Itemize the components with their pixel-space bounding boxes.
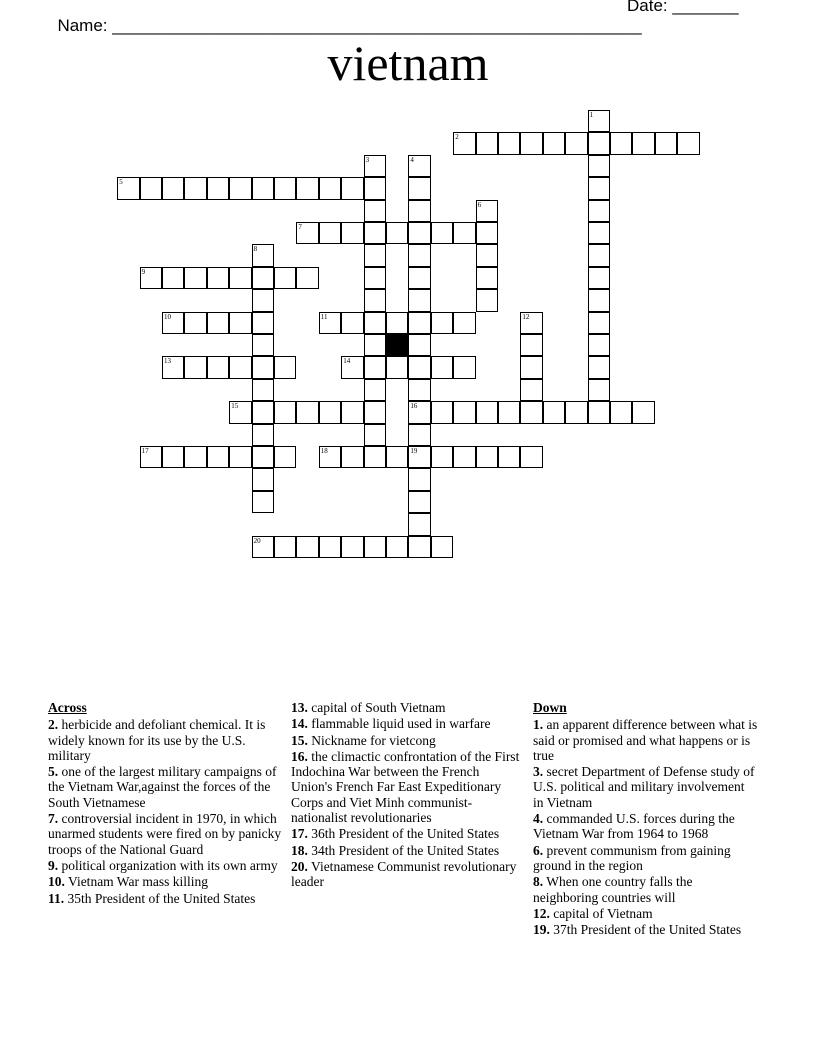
grid-cell[interactable] <box>408 267 430 289</box>
clue-number-label: 10 <box>164 312 171 321</box>
clue-text: prevent communism from gaining ground in the region <box>533 842 731 873</box>
across-clue <box>48 891 283 906</box>
clue-text: Vietnamese Communist revolutionary leader <box>291 858 517 890</box>
grid-cell[interactable] <box>476 132 498 154</box>
grid-cell[interactable] <box>543 401 565 423</box>
grid-cell[interactable] <box>588 401 610 423</box>
clue-number-label: 7 <box>298 223 302 231</box>
down-clue <box>533 922 758 937</box>
grid-cell[interactable] <box>319 222 341 244</box>
date-field[interactable]: Date: _______ <box>627 0 739 15</box>
grid-cell[interactable] <box>588 267 610 289</box>
clue-number: 20. <box>291 858 308 874</box>
grid-cell[interactable] <box>677 132 699 154</box>
grid-cell[interactable] <box>140 177 162 199</box>
grid-cell[interactable] <box>296 177 318 199</box>
clue-number: 19. <box>533 922 550 938</box>
clue-number-label: 17 <box>141 447 149 455</box>
grid-cell[interactable] <box>588 244 610 266</box>
clue-number: 5. <box>48 764 59 780</box>
across-clue <box>291 843 523 858</box>
grid-cell[interactable] <box>453 222 475 244</box>
grid-cell[interactable] <box>274 536 296 558</box>
grid-cell[interactable] <box>498 401 520 423</box>
clue-number: 18. <box>291 842 308 858</box>
grid-cell[interactable] <box>588 312 610 334</box>
clue-number-label: 11 <box>320 312 328 321</box>
grid-cell[interactable] <box>364 155 386 177</box>
clue-number-label: 5 <box>119 178 123 187</box>
grid-cell[interactable] <box>207 356 229 378</box>
grid-cell[interactable] <box>364 222 386 244</box>
grid-cell[interactable] <box>431 401 453 423</box>
clues-column-1 <box>48 700 283 907</box>
clue-number: 4. <box>533 811 544 827</box>
clue-text: 35th President of the United States <box>64 890 256 906</box>
clue-text: an apparent difference between what is said or promised and what happens or is true <box>533 717 758 763</box>
grid-cell[interactable] <box>229 401 251 423</box>
across-clue <box>291 700 523 715</box>
grid-cell[interactable] <box>655 132 677 154</box>
clue-text: capital of South Vietnam <box>307 700 446 715</box>
down-clue <box>533 906 758 921</box>
grid-cell[interactable] <box>588 289 610 311</box>
clue-number: 14. <box>291 716 308 732</box>
grid-cell[interactable] <box>207 446 229 468</box>
clue-text: commanded U.S. forces during the Vietnam War from 1964 to 1968 <box>533 811 735 842</box>
grid-cell[interactable] <box>610 401 632 423</box>
grid-cell[interactable] <box>162 356 184 378</box>
grid-cell[interactable] <box>588 132 610 154</box>
clue-number-label: 1 <box>589 111 594 119</box>
across-clue <box>48 811 283 857</box>
grid-cell[interactable] <box>408 536 430 558</box>
grid-cell[interactable] <box>453 401 475 423</box>
grid-cell[interactable] <box>588 200 610 222</box>
down-clue <box>533 874 758 905</box>
clues-column-3 <box>533 700 758 938</box>
clue-text: secret Department of Defense study of U.S. political and military involvement in Vietnam <box>533 764 755 810</box>
grid-cell[interactable] <box>341 401 363 423</box>
grid-cell[interactable] <box>476 401 498 423</box>
grid-cell[interactable] <box>610 132 632 154</box>
down-clue <box>533 764 758 810</box>
clue-text: the climactic confrontation of the First Indochina War between the French Union's French Far East Expeditionary Corps and Viet Minh communist-nationalist revolutionaries <box>291 748 520 826</box>
grid-cell[interactable] <box>520 356 542 378</box>
grid-cell[interactable] <box>184 446 206 468</box>
clue-number-label: 4 <box>410 155 414 164</box>
grid-cell[interactable] <box>431 356 453 378</box>
grid-cell[interactable] <box>498 446 520 468</box>
grid-cell[interactable] <box>252 289 274 311</box>
grid-cell[interactable] <box>252 446 274 468</box>
name-field[interactable]: Name: ________________________________________________________ <box>57 16 642 35</box>
grid-cell[interactable] <box>386 312 408 334</box>
grid-cell[interactable] <box>364 200 386 222</box>
clue-number: 17. <box>291 826 308 842</box>
grid-cell[interactable] <box>408 468 430 490</box>
grid-cell[interactable] <box>408 222 430 244</box>
grid-cell[interactable] <box>588 334 610 356</box>
clue-text: Vietnam War mass killing <box>64 874 208 890</box>
grid-cell[interactable] <box>408 155 430 177</box>
grid-cell[interactable] <box>408 446 430 468</box>
clue-number-label: 18 <box>320 447 328 455</box>
clue-text: controversial incident in 1970, in which unarmed students were fired on by panicky troops of the National Guard <box>48 811 282 857</box>
clue-text: political organization with its own army <box>58 857 278 873</box>
grid-cell[interactable] <box>319 536 341 558</box>
grid-cell[interactable] <box>476 267 498 289</box>
grid-cell[interactable] <box>408 379 430 401</box>
grid-cell[interactable] <box>252 468 274 490</box>
grid-cell[interactable] <box>565 132 587 154</box>
black-square <box>386 334 408 356</box>
grid-cell[interactable] <box>296 536 318 558</box>
down-heading: Down <box>533 700 567 715</box>
grid-cell[interactable] <box>588 222 610 244</box>
grid-cell[interactable] <box>341 356 363 378</box>
grid-cell[interactable] <box>364 334 386 356</box>
grid-cell[interactable] <box>408 424 430 446</box>
clue-text: Nickname for vietcong <box>307 732 436 748</box>
grid-cell[interactable] <box>184 177 206 199</box>
clue-number-label: 14 <box>343 357 351 366</box>
grid-cell[interactable] <box>408 289 430 311</box>
grid-cell[interactable] <box>632 401 654 423</box>
across-clue <box>48 717 283 763</box>
grid-cell[interactable] <box>341 446 363 468</box>
grid-cell[interactable] <box>319 177 341 199</box>
clue-number: 15. <box>291 732 308 748</box>
grid-cell[interactable] <box>252 312 274 334</box>
grid-cell[interactable] <box>565 401 587 423</box>
grid-cell[interactable] <box>207 177 229 199</box>
clue-number-label: 20 <box>253 536 261 545</box>
across-clue <box>48 874 283 889</box>
grid-cell[interactable] <box>341 536 363 558</box>
grid-cell[interactable] <box>588 379 610 401</box>
grid-cell[interactable] <box>184 267 206 289</box>
grid-cell[interactable] <box>364 424 386 446</box>
grid-cell[interactable] <box>229 446 251 468</box>
puzzle-title: vietnam <box>327 35 489 91</box>
down-clue <box>533 843 758 874</box>
grid-cell[interactable] <box>319 401 341 423</box>
grid-cell[interactable] <box>274 177 296 199</box>
grid-cell[interactable] <box>184 312 206 334</box>
grid-cell[interactable] <box>207 267 229 289</box>
grid-cell[interactable] <box>408 200 430 222</box>
grid-cell[interactable] <box>408 356 430 378</box>
grid-cell[interactable] <box>498 132 520 154</box>
grid-cell[interactable] <box>274 267 296 289</box>
grid-cell[interactable] <box>296 401 318 423</box>
grid-cell[interactable] <box>364 446 386 468</box>
grid-cell[interactable] <box>386 222 408 244</box>
grid-cell[interactable] <box>520 132 542 154</box>
clue-number: 10. <box>48 874 65 890</box>
grid-cell[interactable] <box>319 446 341 468</box>
grid-cell[interactable] <box>162 312 184 334</box>
clue-text: 34th President of the United States <box>307 842 500 858</box>
grid-cell[interactable] <box>207 312 229 334</box>
clue-text: capital of Vietnam <box>549 905 653 921</box>
clue-number: 12. <box>533 905 550 921</box>
grid-cell[interactable] <box>252 401 274 423</box>
grid-cell[interactable] <box>341 312 363 334</box>
clue-number-label: 9 <box>141 267 146 276</box>
grid-cell[interactable] <box>543 132 565 154</box>
grid-cell[interactable] <box>453 356 475 378</box>
grid-cell[interactable] <box>520 312 542 334</box>
clue-number-label: 12 <box>522 312 530 321</box>
grid-cell[interactable] <box>588 356 610 378</box>
grid-cell[interactable] <box>520 446 542 468</box>
clue-text: 37th President of the United States <box>549 922 742 938</box>
clue-number: 2. <box>48 717 59 733</box>
clue-number-label: 6 <box>477 200 482 209</box>
across-heading: Across <box>48 700 87 715</box>
clue-number-label: 15 <box>231 402 239 411</box>
grid-cell[interactable] <box>341 177 363 199</box>
clue-number: 3. <box>533 764 544 780</box>
grid-cell[interactable] <box>364 177 386 199</box>
grid-cell[interactable] <box>140 446 162 468</box>
grid-cell[interactable] <box>408 177 430 199</box>
clue-number: 11. <box>48 890 65 906</box>
grid-cell[interactable] <box>632 132 654 154</box>
clue-number: 9. <box>48 857 59 873</box>
grid-cell[interactable] <box>476 289 498 311</box>
across-clue <box>48 764 283 810</box>
grid-cell[interactable] <box>408 244 430 266</box>
grid-cell[interactable] <box>252 267 274 289</box>
grid-cell[interactable] <box>252 491 274 513</box>
grid-cell[interactable] <box>588 177 610 199</box>
grid-cell[interactable] <box>184 356 206 378</box>
grid-cell[interactable] <box>476 244 498 266</box>
grid-cell[interactable] <box>386 356 408 378</box>
grid-cell[interactable] <box>364 267 386 289</box>
grid-cell[interactable] <box>252 177 274 199</box>
across-clue <box>291 859 523 890</box>
grid-cell[interactable] <box>274 356 296 378</box>
grid-cell[interactable] <box>408 401 430 423</box>
grid-cell[interactable] <box>476 200 498 222</box>
clue-text: 36th President of the United States <box>307 826 500 842</box>
grid-cell[interactable] <box>364 401 386 423</box>
across-clue <box>291 733 523 748</box>
grid-cell[interactable] <box>408 491 430 513</box>
clue-number-label: 19 <box>410 447 418 455</box>
grid-cell[interactable] <box>431 536 453 558</box>
grid-cell[interactable] <box>296 267 318 289</box>
clue-number: 13. <box>291 700 308 715</box>
grid-cell[interactable] <box>520 334 542 356</box>
across-clue <box>291 716 523 731</box>
grid-cell[interactable] <box>364 379 386 401</box>
grid-cell[interactable] <box>408 334 430 356</box>
grid-cell[interactable] <box>588 110 610 132</box>
grid-cell[interactable] <box>520 401 542 423</box>
grid-cell[interactable] <box>341 222 363 244</box>
grid-cell[interactable] <box>588 155 610 177</box>
grid-cell[interactable] <box>296 222 318 244</box>
clue-number: 6. <box>533 842 544 858</box>
grid-cell[interactable] <box>229 267 251 289</box>
grid-cell[interactable] <box>476 446 498 468</box>
clue-text: When one country falls the neighboring countries will <box>533 874 693 905</box>
grid-cell[interactable] <box>431 446 453 468</box>
grid-cell[interactable] <box>117 177 139 199</box>
clue-text: one of the largest military campaigns of the Vietnam War,against the forces of the South Vietnamese <box>48 764 277 810</box>
grid-cell[interactable] <box>229 312 251 334</box>
grid-cell[interactable] <box>364 244 386 266</box>
across-clue <box>291 826 523 841</box>
grid-cell[interactable] <box>364 289 386 311</box>
clue-number-label: 3 <box>365 155 370 164</box>
grid-cell[interactable] <box>274 446 296 468</box>
grid-cell[interactable] <box>229 356 251 378</box>
grid-cell[interactable] <box>364 536 386 558</box>
clue-number: 16. <box>291 748 308 764</box>
grid-cell[interactable] <box>431 222 453 244</box>
grid-cell[interactable] <box>274 401 296 423</box>
grid-cell[interactable] <box>453 446 475 468</box>
grid-cell[interactable] <box>408 513 430 535</box>
grid-cell[interactable] <box>252 356 274 378</box>
across-clue <box>291 749 523 825</box>
clue-number-label: 13 <box>164 357 171 366</box>
across-clue <box>48 858 283 873</box>
grid-cell[interactable] <box>252 379 274 401</box>
grid-cell[interactable] <box>431 312 453 334</box>
clue-text: flammable liquid used in warfare <box>307 716 491 732</box>
grid-cell[interactable] <box>162 267 184 289</box>
grid-cell[interactable] <box>319 312 341 334</box>
clue-number: 8. <box>533 874 544 890</box>
grid-cell[interactable] <box>386 536 408 558</box>
grid-cell[interactable] <box>229 177 251 199</box>
clue-number-label: 2 <box>455 133 459 142</box>
clue-number: 7. <box>48 811 59 827</box>
grid-cell[interactable] <box>252 244 274 266</box>
grid-cell[interactable] <box>453 132 475 154</box>
clue-number-label: 16 <box>410 402 418 411</box>
down-clue <box>533 717 758 763</box>
clue-number-label: 8 <box>253 245 258 254</box>
grid-cell[interactable] <box>453 312 475 334</box>
grid-cell[interactable] <box>252 334 274 356</box>
grid-cell[interactable] <box>252 536 274 558</box>
clue-text: herbicide and defoliant chemical. It is widely known for its use by the U.S. military <box>48 717 266 763</box>
grid-cell[interactable] <box>162 446 184 468</box>
grid-cell[interactable] <box>386 446 408 468</box>
grid-cell[interactable] <box>162 177 184 199</box>
down-clue <box>533 811 758 842</box>
grid-cell[interactable] <box>364 312 386 334</box>
grid-cell[interactable] <box>476 222 498 244</box>
clue-number: 1. <box>533 717 544 733</box>
clues-column-2 <box>291 700 523 891</box>
grid-cell[interactable] <box>364 356 386 378</box>
grid-cell[interactable] <box>520 379 542 401</box>
grid-cell[interactable] <box>252 424 274 446</box>
grid-cell[interactable] <box>408 312 430 334</box>
grid-cell[interactable] <box>140 267 162 289</box>
